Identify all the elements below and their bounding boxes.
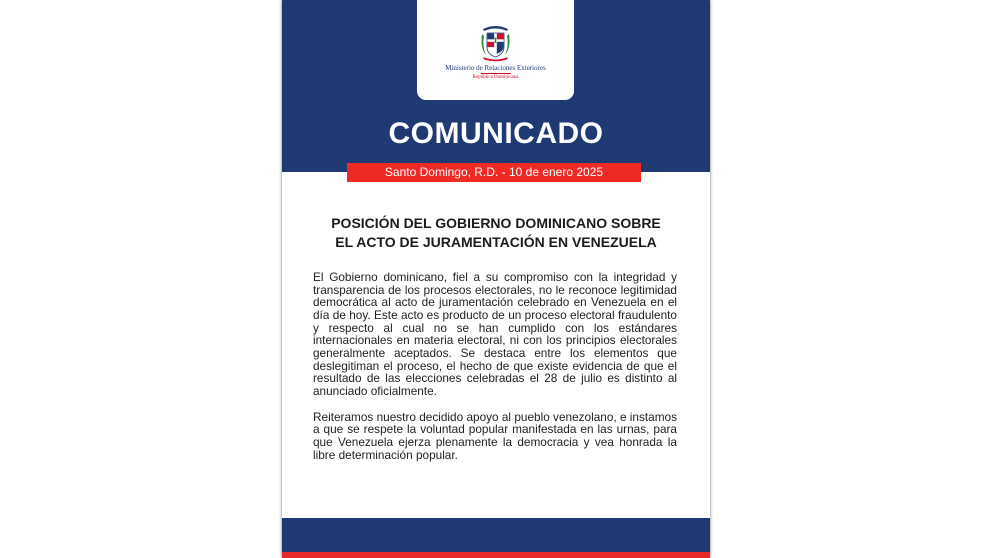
header-band xyxy=(282,0,710,172)
ministry-country: República Dominicana xyxy=(472,75,519,80)
document-type-heading: COMUNICADO xyxy=(388,117,604,150)
ministry-divider xyxy=(481,73,511,74)
footer-band xyxy=(282,518,710,552)
ministry-name: Ministerio de Relaciones Exteriores xyxy=(445,64,546,72)
ministry-logo-card xyxy=(417,0,574,100)
title-line-1: POSICIÓN DEL GOBIERNO DOMINICANO SOBRE xyxy=(331,215,661,231)
coat-of-arms-icon xyxy=(479,24,512,62)
title-line-2: EL ACTO DE JURAMENTACIÓN EN VENEZUELA xyxy=(335,234,657,250)
communique-body xyxy=(313,271,677,474)
footer-red-stripe xyxy=(282,552,710,558)
body-paragraph-2: Reiteramos nuestro decidido apoyo al pueblo venezolano, e instamos a que se respete la voluntad popular manifestada en las urnas, para que Venezuela ejerza plenamente la democracia y vea honrada la libre determinación popular. xyxy=(313,409,677,462)
place-date-bar: Santo Domingo, R.D. - 10 de enero 2025 xyxy=(347,163,641,182)
communique-title xyxy=(306,214,686,252)
communique-page xyxy=(282,0,710,558)
body-paragraph-1: El Gobierno dominicano, fiel a su compromiso con la integridad y transparencia de los procesos electorales, no le reconoce legitimidad democrática al acto de juramentación celebrado en Venezuela en el día de hoy. Este acto es producto de un proceso electoral fraudulento y respecto al cual no se han cumplido con los estándares internacionales en materia electoral, ni con los principios electorales generalmente aceptados. Se destaca entre los elementos que deslegitiman el proceso, el hecho de que existe evidencia de que el resultado de las elecciones celebradas el 28 de julio es distinto al anunciado oficialmente. xyxy=(313,270,677,398)
